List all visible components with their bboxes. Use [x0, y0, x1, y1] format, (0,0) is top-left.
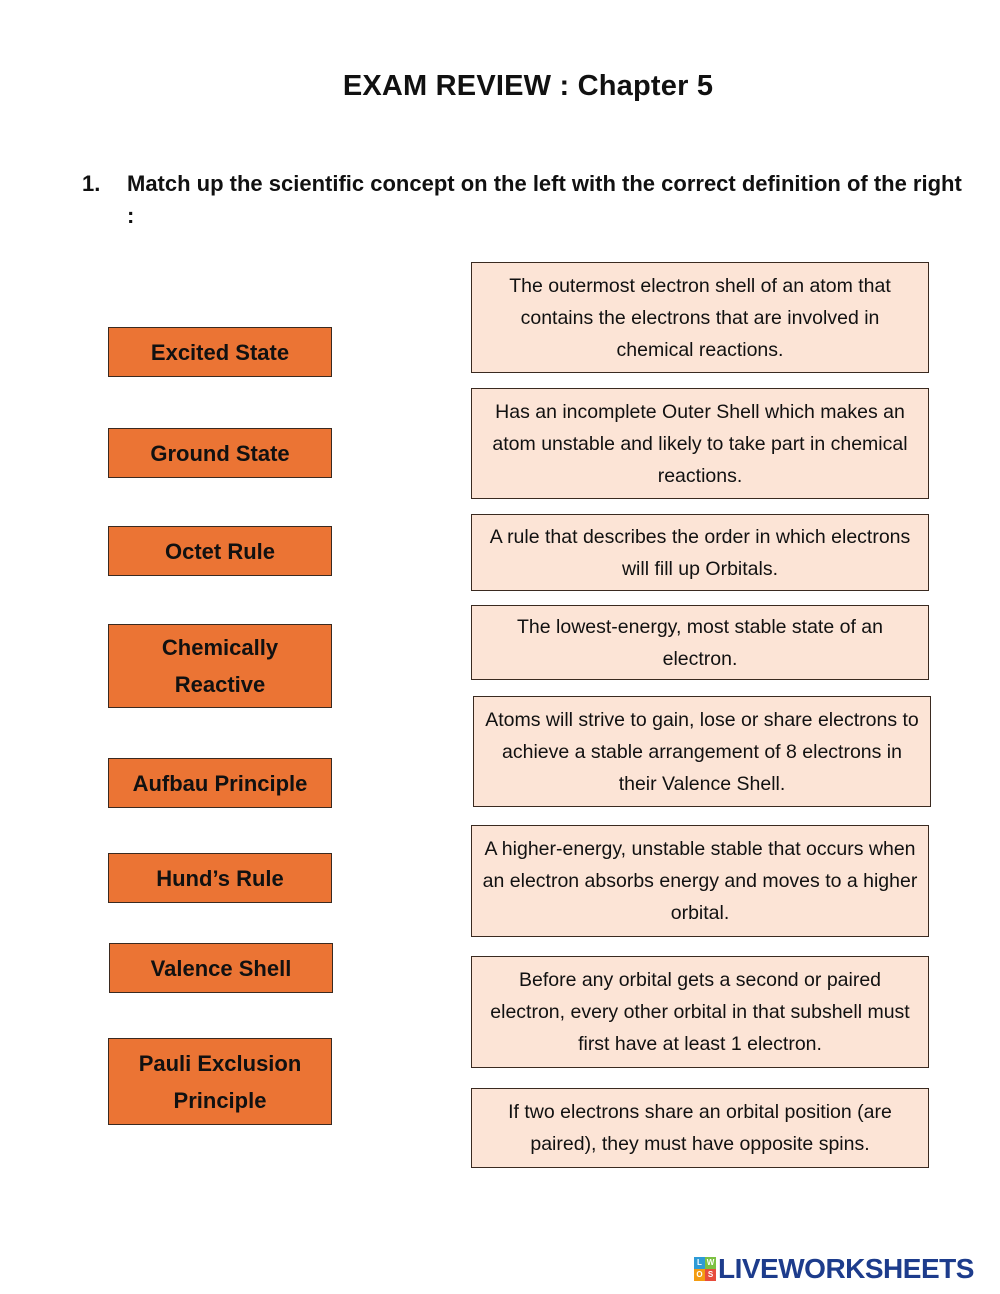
concept-excited-state[interactable]: Excited State — [108, 327, 332, 377]
question-text: Match up the scientific concept on the left with the correct definition of the right : — [127, 171, 962, 228]
concept-chemically-reactive[interactable]: Chemically Reactive — [108, 624, 332, 708]
logo-mark-cell: W — [706, 1258, 715, 1267]
question-number: 1. — [82, 171, 101, 196]
concept-octet-rule[interactable]: Octet Rule — [108, 526, 332, 576]
logo-mark-cell: L — [694, 1257, 705, 1269]
concept-valence-shell[interactable]: Valence Shell — [109, 943, 333, 993]
concept-aufbau-principle[interactable]: Aufbau Principle — [108, 758, 332, 808]
liveworksheets-logo-text: LIVEWORKSHEETS — [718, 1253, 974, 1284]
liveworksheets-logo-mark — [694, 1257, 716, 1281]
liveworksheets-logo — [694, 1252, 974, 1286]
definition-7[interactable]: Before any orbital gets a second or paired electron, every other orbital in that subshell must first have at least 1 electron. — [471, 956, 929, 1068]
concept-hunds-rule[interactable]: Hund’s Rule — [108, 853, 332, 903]
definition-3[interactable]: A rule that describes the order in which electrons will fill up Orbitals. — [471, 514, 929, 591]
concept-pauli-exclusion-principle[interactable]: Pauli Exclusion Principle — [108, 1038, 332, 1125]
definition-2[interactable]: Has an incomplete Outer Shell which makes an atom unstable and likely to take part in chemical reactions. — [471, 388, 929, 499]
logo-mark-cell: S — [705, 1269, 716, 1281]
logo-mark-cell: O — [694, 1269, 705, 1281]
definition-8[interactable]: If two electrons share an orbital position (are paired), they must have opposite spins. — [471, 1088, 929, 1168]
definition-5[interactable]: Atoms will strive to gain, lose or share electrons to achieve a stable arrangement of 8 electrons in their Valence Shell. — [473, 696, 931, 807]
definition-1[interactable]: The outermost electron shell of an atom that contains the electrons that are involved in chemical reactions. — [471, 262, 929, 373]
question-1 — [82, 168, 962, 232]
page-title: EXAM REVIEW : Chapter 5 — [342, 70, 714, 102]
concept-ground-state[interactable]: Ground State — [108, 428, 332, 478]
definition-4[interactable]: The lowest-energy, most stable state of an electron. — [471, 605, 929, 680]
definition-6[interactable]: A higher-energy, unstable stable that occurs when an electron absorbs energy and moves to a higher orbital. — [471, 825, 929, 937]
